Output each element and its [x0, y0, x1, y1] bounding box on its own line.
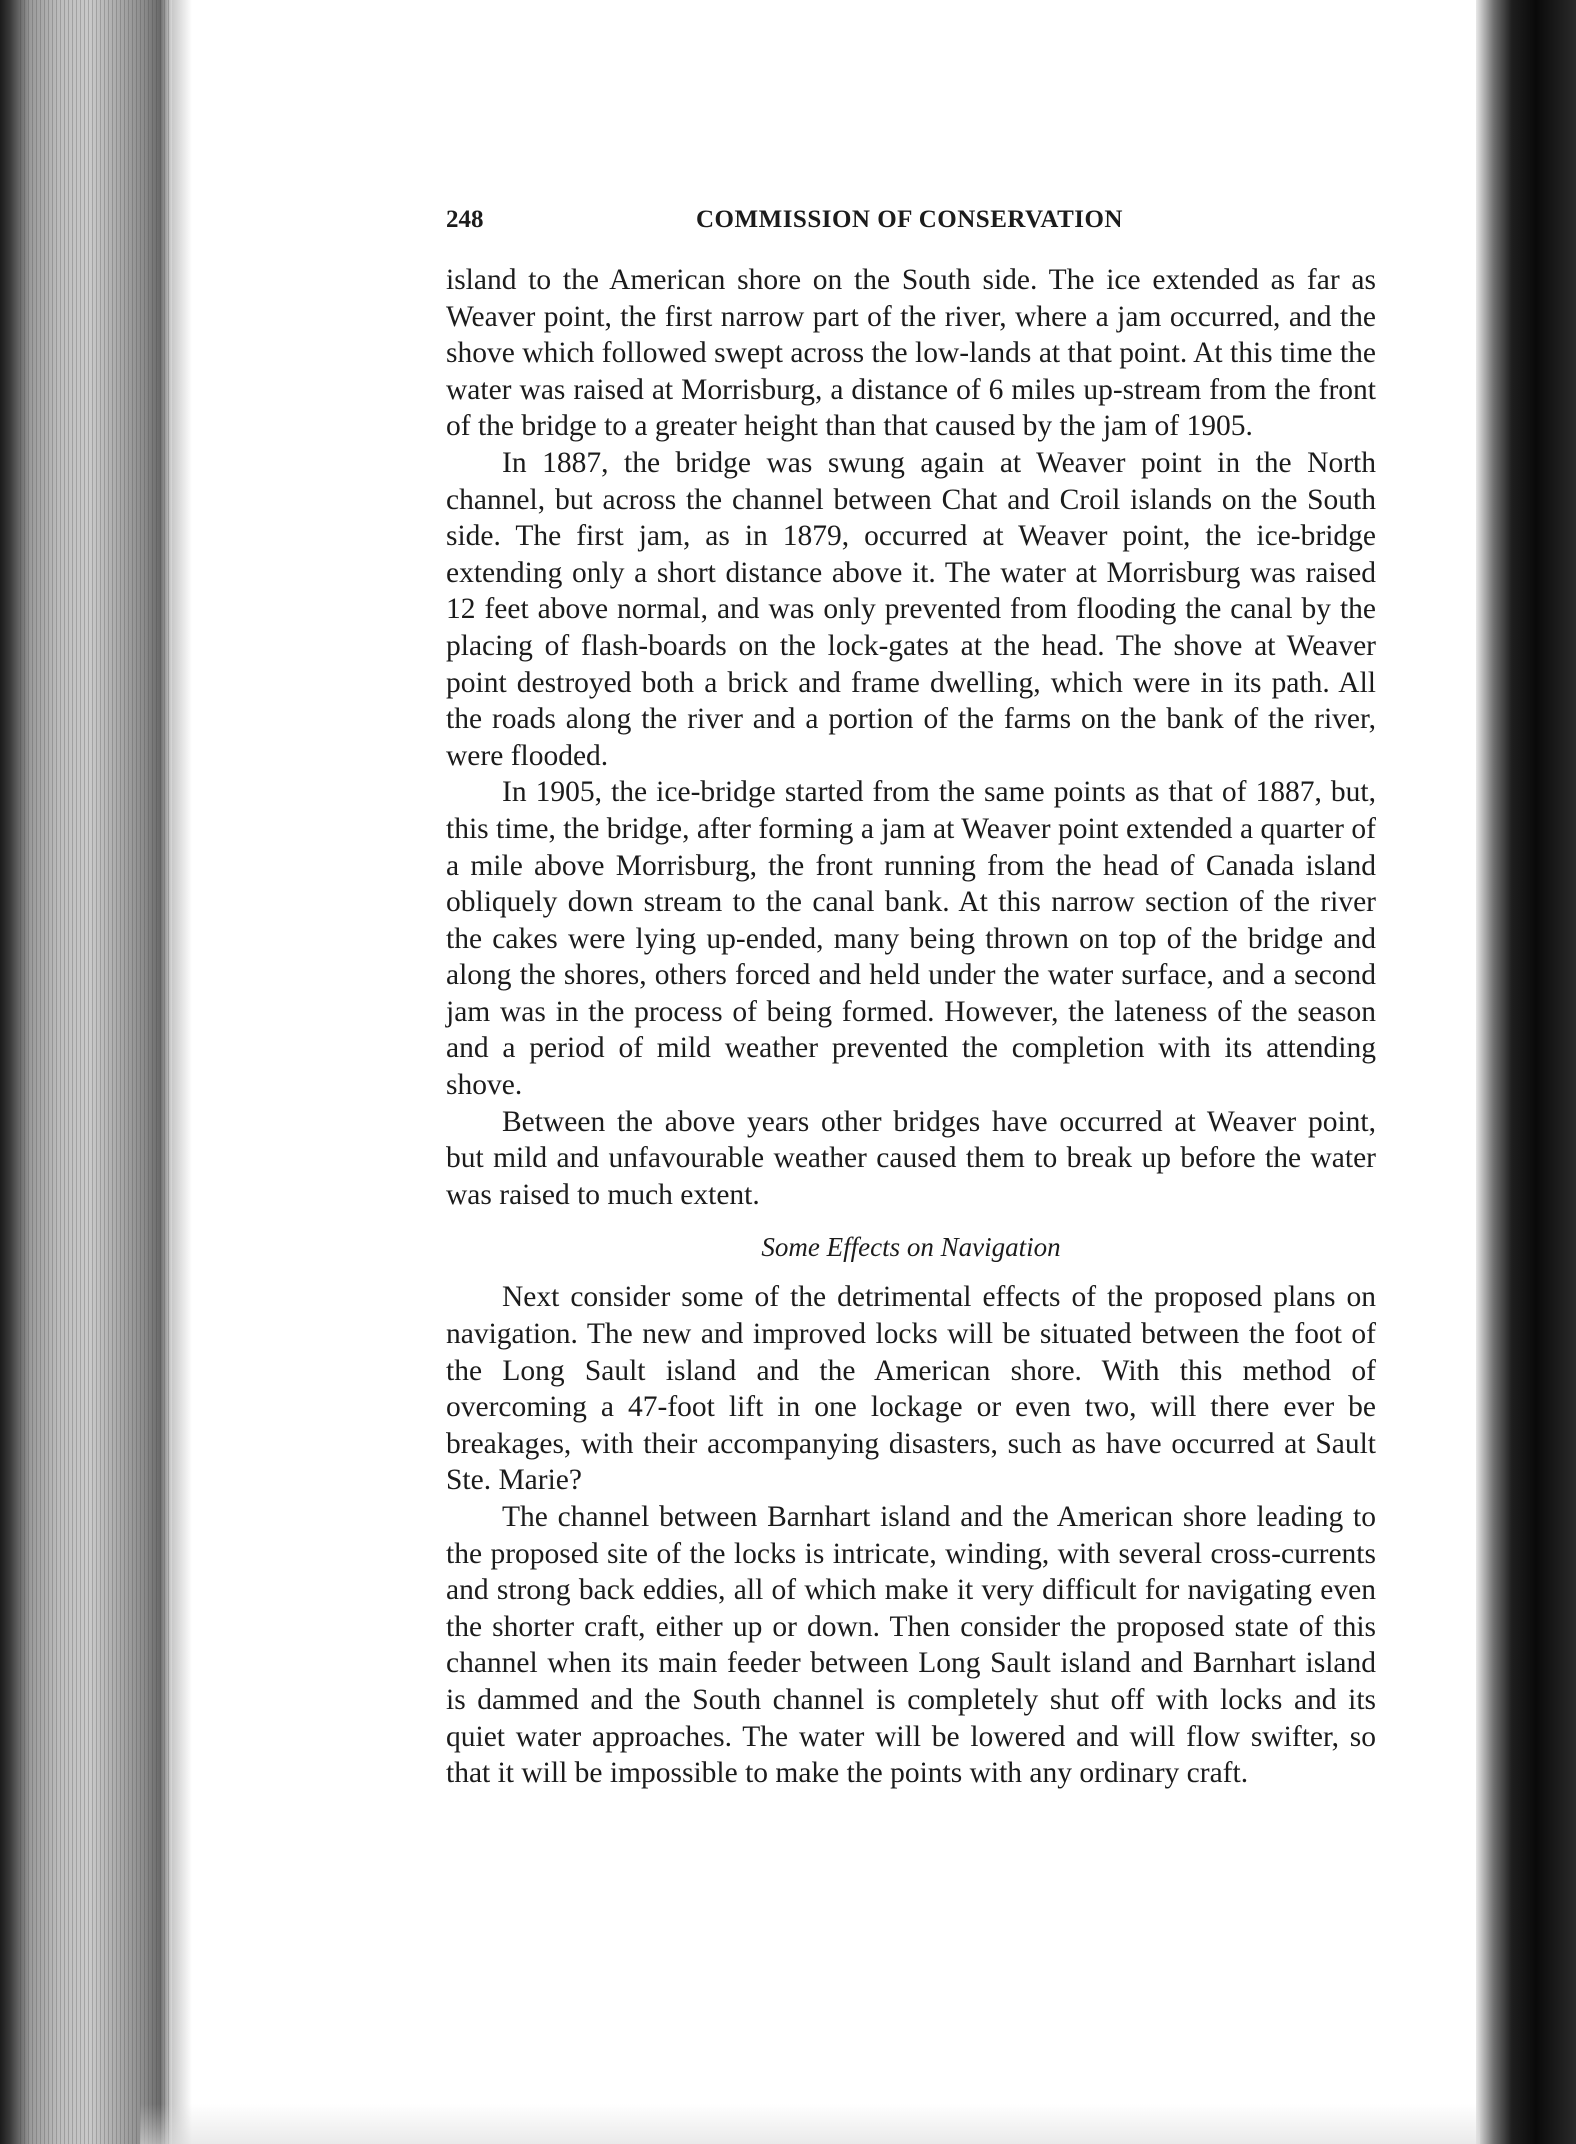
paragraph: In 1887, the bridge was swung again at Weaver point in the North channel, but across the channel between Chat and Croil islands on the South side. The first jam, as in 1879, occurred at Weaver point, the ice-bridge extending only a short distance above it. The water at Morrisburg was raised 12 feet above normal, and was only prevented from flooding the canal by the placing of flash-boards on the lock-gates at the head. The shove at Weaver point destroyed both a brick and frame dwelling, which were in its path. All the roads along the river and a portion of the farms on the bank of the river, were flooded. — [446, 446, 1376, 772]
paragraph: The channel between Barnhart island and the American shore leading to the proposed site of the locks is intricate, winding, with several cross-currents and strong back eddies, all of which make it very difficult for navigating even the shorter craft, either up or down. Then consider the proposed state of this channel when its main feeder between Long Sault island and Barnhart island is dammed and the South channel is completely shut off with locks and its quiet water approaches. The water will be lowered and will flow swifter, so that it will be impossible to make the points with any ordinary craft. — [446, 1501, 1376, 1790]
bottom-shadow — [140, 2104, 1480, 2144]
section-heading: Some Effects on Navigation — [761, 1232, 1061, 1263]
right-scan-edge — [1476, 0, 1576, 2144]
paragraph: In 1905, the ice-bridge started from the same points as that of 1887, but, this time, the bridge, after forming a jam at Weaver point extended a quarter of a mile above Morrisburg, the front running from the head of Canada island obliquely down stream to the canal bank. At this narrow section of the river the cakes were lying up-ended, many being thrown on top of the bridge and along the shores, others forced and held under the water surface, and a second jam was in the process of being formed. However, the lateness of the season and a period of mild weather prevented the completion with its attending shove. — [446, 776, 1376, 1102]
body-text — [446, 262, 1376, 1792]
paragraph: Between the above years other bridges have occurred at Weaver point, but mild and unfavourable weather caused them to break up before the water was raised to much extent. — [446, 1105, 1376, 1211]
page-stack-lines — [20, 0, 170, 2144]
running-head: COMMISSION OF CONSERVATION — [696, 206, 1123, 233]
gutter-shadow — [172, 0, 192, 2144]
paragraph: Next consider some of the detrimental effects of the proposed plans on navigation. The new and improved locks will be situated between the foot of the Long Sault island and the American shore. With this method of overcoming a 47-foot lift in one lockage or even two, will there ever be breakages, with their accompanying disasters, such as have occurred at Sault Ste. Marie? — [446, 1281, 1376, 1497]
page-number: 248 — [446, 206, 484, 233]
paragraph: island to the American shore on the South side. The ice extended as far as Weaver point, the first narrow part of the river, where a jam occurred, and the shove which followed swept across the low-lands at that point. At this time the water was raised at Morrisburg, a distance of 6 miles up-stream from the front of the bridge to a greater height than that caused by the jam of 1905. — [446, 264, 1376, 443]
page-header — [446, 206, 1376, 246]
